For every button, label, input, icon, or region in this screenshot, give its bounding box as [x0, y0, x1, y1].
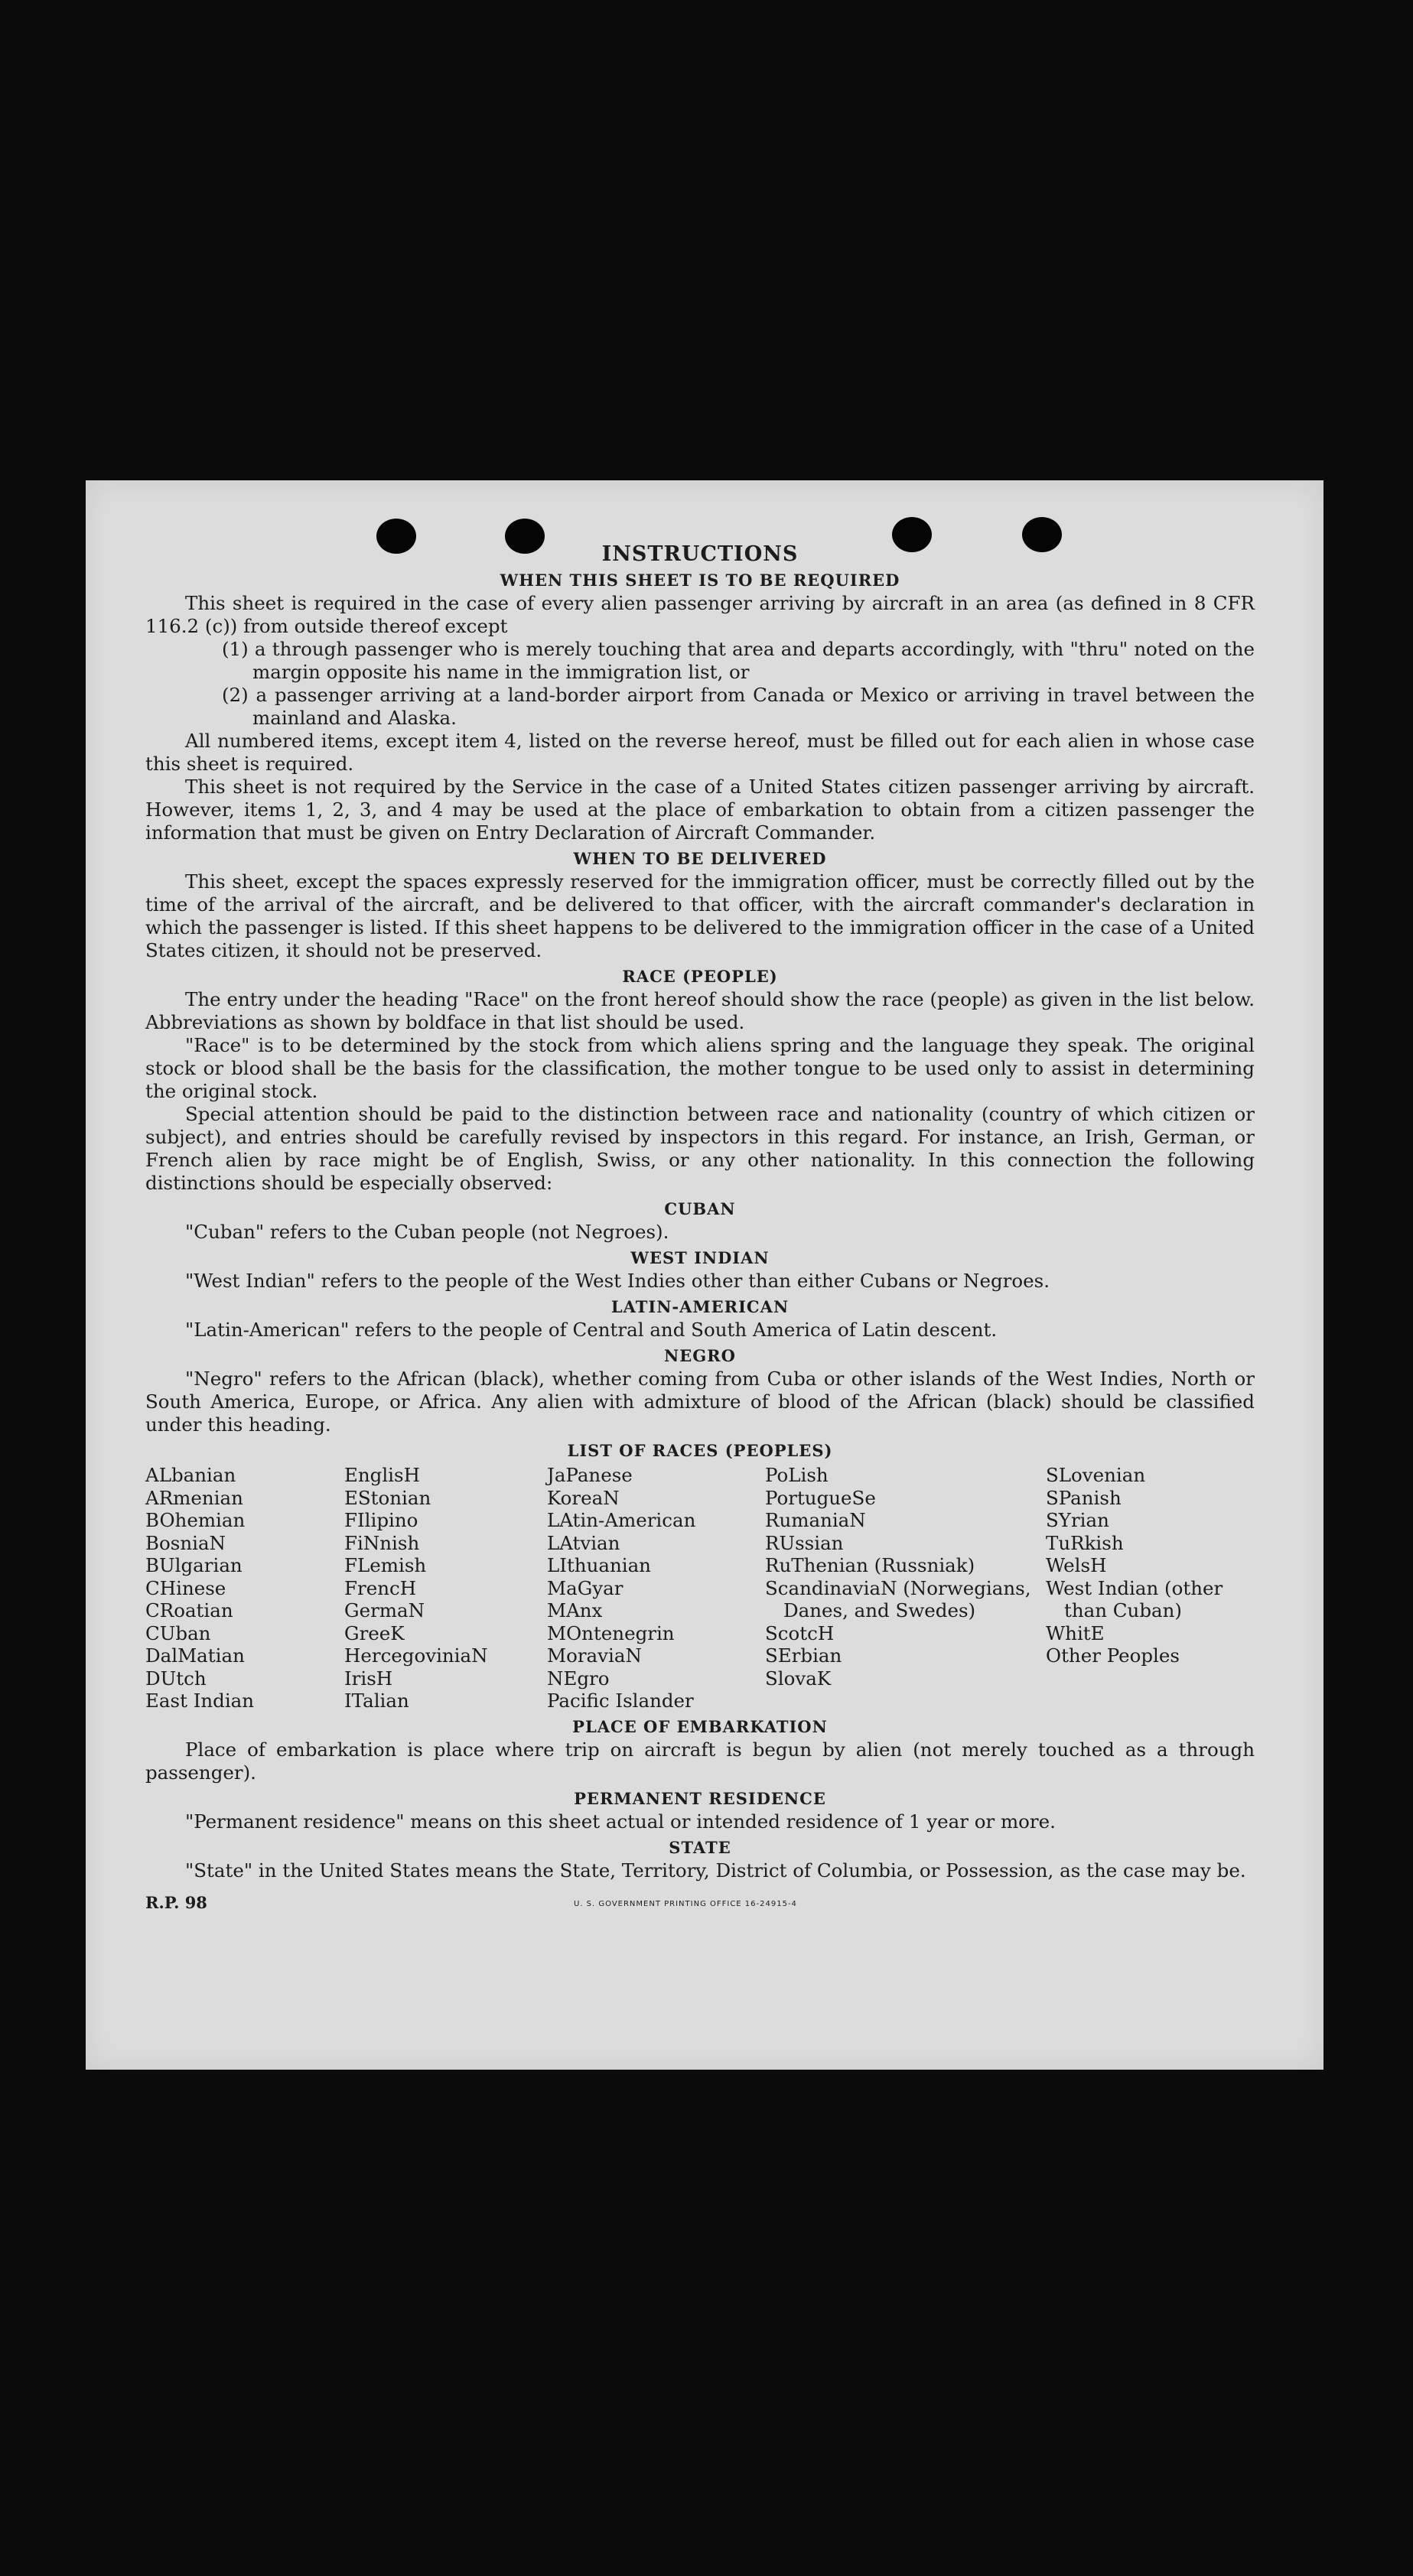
race-list-item: RumaniaN [765, 1509, 866, 1531]
race-column [145, 1464, 344, 1712]
race-list-item: ITalian [344, 1690, 409, 1712]
instruction-sheet [86, 480, 1323, 2070]
citizen-paragraph: This sheet is not required by the Service in the case of a United States citizen passenger arriving by aircraft. However, items 1, 2, 3, and 4 may be used at the place of embarkation to obtain from a citizen passenger the information that must be given on Entry Declaration of Aircraft Commander. [145, 776, 1255, 844]
race-list-item: RUssian [765, 1531, 844, 1554]
race-list-item: EStonian [344, 1486, 431, 1509]
race-column [547, 1464, 765, 1712]
race-list-item: ScandinaviaN (Norwegians, Danes, and Swedes) [765, 1576, 1031, 1621]
race-list-item: SLovenian [1046, 1464, 1146, 1486]
race-list-item: East Indian [145, 1690, 255, 1712]
race-list-item: MaGyar [547, 1576, 623, 1599]
race-column [765, 1464, 1046, 1712]
embarkation-paragraph: Place of embarkation is place where trip on aircraft is begun by alien (not merely touched as a through passenger). [145, 1738, 1255, 1784]
section-heading-latin-american: LATIN-AMERICAN [610, 1297, 790, 1316]
race-paragraph-2: "Race" is to be determined by the stock from which aliens spring and the language they speak. The original stock or blood shall be the basis for the classification, the mother tongue to be used only to assist in determining the original stock. [145, 1034, 1255, 1102]
section-heading-cuban: CUBAN [664, 1199, 736, 1218]
race-list-item: ARmenian [145, 1486, 243, 1509]
race-column [344, 1464, 547, 1712]
race-list-item: GermaN [344, 1599, 425, 1621]
sheet-footer [145, 1882, 1255, 1913]
residence-paragraph: "Permanent residence" means on this sheet actual or intended residence of 1 year or more. [185, 1810, 1056, 1833]
required-intro: This sheet is required in the case of every alien passenger arriving by aircraft in an area (as defined in 8 CFR 116.2 (c)) from outside thereof except [145, 592, 1255, 637]
race-list-item: FrencH [344, 1576, 417, 1599]
race-list-item: MOntenegrin [547, 1621, 675, 1644]
race-list-item: West Indian (other than Cuban) [1046, 1576, 1223, 1621]
race-list-item: DUtch [145, 1667, 207, 1690]
race-list-item: PoLish [765, 1464, 829, 1486]
race-list-item: BUlgarian [145, 1554, 243, 1576]
race-list-item: EnglisH [344, 1464, 420, 1486]
race-list-item: Pacific Islander [547, 1690, 694, 1712]
west-indian-paragraph: "West Indian" refers to the people of the West Indies other than either Cubans or Negroes. [185, 1270, 1050, 1292]
race-list-item: FIlipino [344, 1509, 418, 1531]
race-list-item: TuRkish [1046, 1531, 1124, 1554]
race-list-item: FiNnish [344, 1531, 420, 1554]
section-heading-race-list: LIST OF RACES (PEOPLES) [567, 1441, 833, 1460]
race-list-item: MAnx [547, 1599, 603, 1621]
race-list-item: CUban [145, 1621, 211, 1644]
race-list-item: JaPanese [547, 1464, 633, 1486]
race-list-item: LIthuanian [547, 1554, 651, 1576]
section-heading-negro: NEGRO [664, 1346, 736, 1365]
race-list-item: PortugueSe [765, 1486, 876, 1509]
section-heading-residence: PERMANENT RESIDENCE [574, 1788, 826, 1808]
required-paragraph: All numbered items, except item 4, listed on the reverse hereof, must be filled out for each alien in whose case this sheet is required. [145, 730, 1255, 775]
race-list-item: WhitE [1046, 1621, 1105, 1644]
race-list-item: ScotcH [765, 1621, 835, 1644]
race-list-item: LAtin-American [547, 1509, 696, 1531]
race-paragraph-3: Special attention should be paid to the distinction between race and nationality (country of which citizen or subject), and entries should be carefully revised by inspectors in this regard. For instance, an Irish, German, or French alien by race might be of English, Swiss, or any other nationality. In this connection the following distinctions should be especially observed: [145, 1103, 1255, 1194]
race-list-item: WelsH [1046, 1554, 1107, 1576]
section-heading-race: RACE (PEOPLE) [622, 967, 778, 986]
race-list-item: FLemish [344, 1554, 427, 1576]
race-list-item: DalMatian [145, 1644, 245, 1667]
race-list-item: GreeK [344, 1621, 405, 1644]
race-list-item: MoraviaN [547, 1644, 642, 1667]
race-list-item: LAtvian [547, 1531, 620, 1554]
race-list-item: ALbanian [145, 1464, 236, 1486]
negro-paragraph: "Negro" refers to the African (black), whether coming from Cuba or other islands of the West Indies, North or South America, Europe, or Africa. Any alien with admixture of blood of the African (black) should be classified under this heading. [145, 1368, 1255, 1436]
state-paragraph: "State" in the United States means the State, Territory, District of Columbia, or Possession, as the case may be. [185, 1859, 1246, 1882]
race-column [1046, 1464, 1245, 1712]
race-list-item: CHinese [145, 1576, 226, 1599]
section-heading-west-indian: WEST INDIAN [630, 1248, 770, 1267]
race-list-item: SlovaK [765, 1667, 832, 1690]
section-heading-embarkation: PLACE OF EMBARKATION [572, 1716, 828, 1736]
race-list-item: HercegoviniaN [344, 1644, 488, 1667]
race-list-item: BosniaN [145, 1531, 226, 1554]
page-title: INSTRUCTIONS [601, 542, 799, 566]
race-list-item: CRoatian [145, 1599, 233, 1621]
race-list-item: SErbian [765, 1644, 842, 1667]
race-list-item: BOhemian [145, 1509, 246, 1531]
section-heading-required: WHEN THIS SHEET IS TO BE REQUIRED [500, 571, 900, 590]
section-heading-state: STATE [669, 1837, 731, 1857]
required-item-1: (1) a through passenger who is merely touching that area and departs accordingly, with "thru" noted on the margin opposite his name in the immigration list, or [222, 638, 1255, 683]
printer-line: U. S. GOVERNMENT PRINTING OFFICE 16-24915-4 [574, 1899, 797, 1908]
race-list-item: IrisH [344, 1667, 393, 1690]
race-list-item: SPanish [1046, 1486, 1122, 1509]
section-heading-delivered: WHEN TO BE DELIVERED [573, 849, 827, 868]
form-number: R.P. 98 [145, 1892, 207, 1912]
race-list-item: KoreaN [547, 1486, 620, 1509]
required-item-2: (2) a passenger arriving at a land-border airport from Canada or Mexico or arriving in travel between the mainland and Alaska. [222, 684, 1255, 729]
delivered-paragraph: This sheet, except the spaces expressly reserved for the immigration officer, must be correctly filled out by the time of the arrival of the aircraft, and be delivered to that officer, with the aircraft commander's declaration in which the passenger is listed. If this sheet happens to be delivered to the immigration officer in the case of a United States citizen, it should not be preserved. [145, 870, 1255, 961]
race-list-item: RuThenian (Russniak) [765, 1554, 975, 1576]
race-paragraph-1: The entry under the heading "Race" on the front hereof should show the race (people) as given in the list below. Abbreviations as shown by boldface in that list should be used. [145, 988, 1255, 1033]
cuban-paragraph: "Cuban" refers to the Cuban people (not Negroes). [185, 1221, 669, 1243]
race-list [145, 1464, 1255, 1712]
race-list-item: SYrian [1046, 1509, 1109, 1531]
race-list-item: NEgro [547, 1667, 610, 1690]
race-list-item: Other Peoples [1046, 1644, 1180, 1667]
sheet-content [145, 543, 1255, 1913]
latin-american-paragraph: "Latin-American" refers to the people of Central and South America of Latin descent. [185, 1319, 998, 1341]
